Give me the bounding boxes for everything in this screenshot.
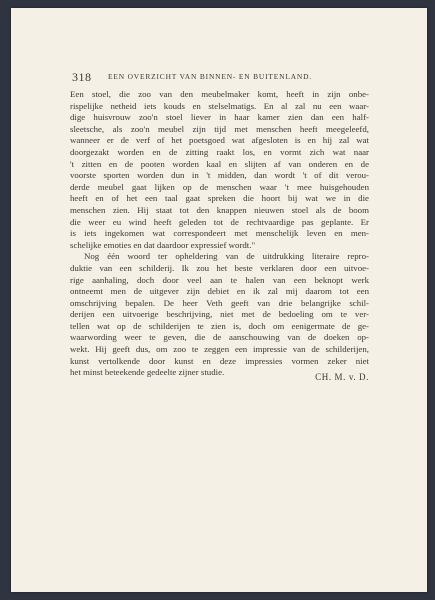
text-line: doorgezakt worden en de zitting raakt los, en vormt zich wat naar [70, 146, 369, 157]
text-line: omschrijving bepalen. De heer Veth geeft van drie belangrijke schil- [70, 297, 369, 308]
text-line: kunst vertolkende door kunst en deze impressies vormen zeker niet [70, 355, 369, 366]
text-line: duktie van een schilderij. Ik zou het beste verklaren door een uitvoe- [70, 262, 369, 273]
text-line: Een stoel, die zoo van den meubelmaker komt, heeft in zijn onbe- [70, 89, 369, 99]
body-text [70, 89, 369, 379]
document-page [11, 8, 427, 592]
author-signature: CH. M. v. D. [315, 372, 369, 382]
text-line: rispelijke netheid iets kouds en stelselmatigs. En al zal nu een waar- [70, 100, 369, 111]
text-line: waarwording weer te geven, die de aanschouwing van de doeken op- [70, 332, 369, 343]
text-line: ontneemt men de uitgever zijn debiet en ik zal mij daarom tot een [70, 286, 369, 297]
text-line: 't zitten en de pooten worden kaal en slijten af van onderen en de [70, 158, 369, 169]
text-line: derijen een uitvoerige beschrijving, niet met de bedoeling om te ver- [70, 309, 369, 320]
text-line: die weer eu wind heeft geleden tot de rechtvaardige pas geplante. Er [70, 216, 369, 227]
text-line: wanneer er de verf of het poetsgoed wat afgesloten is en hij zal wat [70, 135, 369, 146]
page-number: 318 [72, 70, 92, 84]
text-line: menschen zien. Hij staat tot den knappen nieuwen stoel als de boom [70, 204, 369, 215]
page-header [72, 70, 372, 84]
text-line: voorste sporten worden dun in 't midden, dan wordt 't of dit verou- [70, 170, 369, 181]
text-line: wekt. Hij geeft dus, om zoo te zeggen een impressie van de schilderijen, [70, 344, 369, 355]
text-line: rige aanhaling, doch door veel aan te halen van een beknopt werk [70, 274, 369, 285]
text-line: Nog één woord ter opheldering van de uitdrukking literaire repro- [84, 251, 369, 262]
text-line: schelijke emoties en dat daardoor expressief wordt." [70, 239, 256, 250]
text-line: sleetsche, als zoo'n meubel zijn tijd met menschen heeft meegeleefd, [70, 123, 369, 134]
paragraph-2 [70, 251, 369, 379]
text-line: derde meubel gaat lijken op de menschen waar 't mee huisgehouden [70, 181, 369, 192]
text-line: dige huisvrouw zoo'n stoel liever in haar kamer zien dan een half- [70, 112, 369, 123]
text-line: tellen wat op de schilderijen te zien is, doch om eenigermate de ge- [70, 320, 369, 331]
text-line: is iets ingekomen wat correspondeert met menschelijk leven en men- [70, 228, 369, 239]
text-line: het minst beteekende gedeelte zijner studie. [70, 367, 225, 378]
running-head: EEN OVERZICHT VAN BINNEN- EN BUITENLAND. [108, 72, 312, 81]
text-line: heeft en of het een taal gaat spreken die hoort bij wat we in die [70, 193, 369, 204]
paragraph-1 [70, 89, 369, 251]
